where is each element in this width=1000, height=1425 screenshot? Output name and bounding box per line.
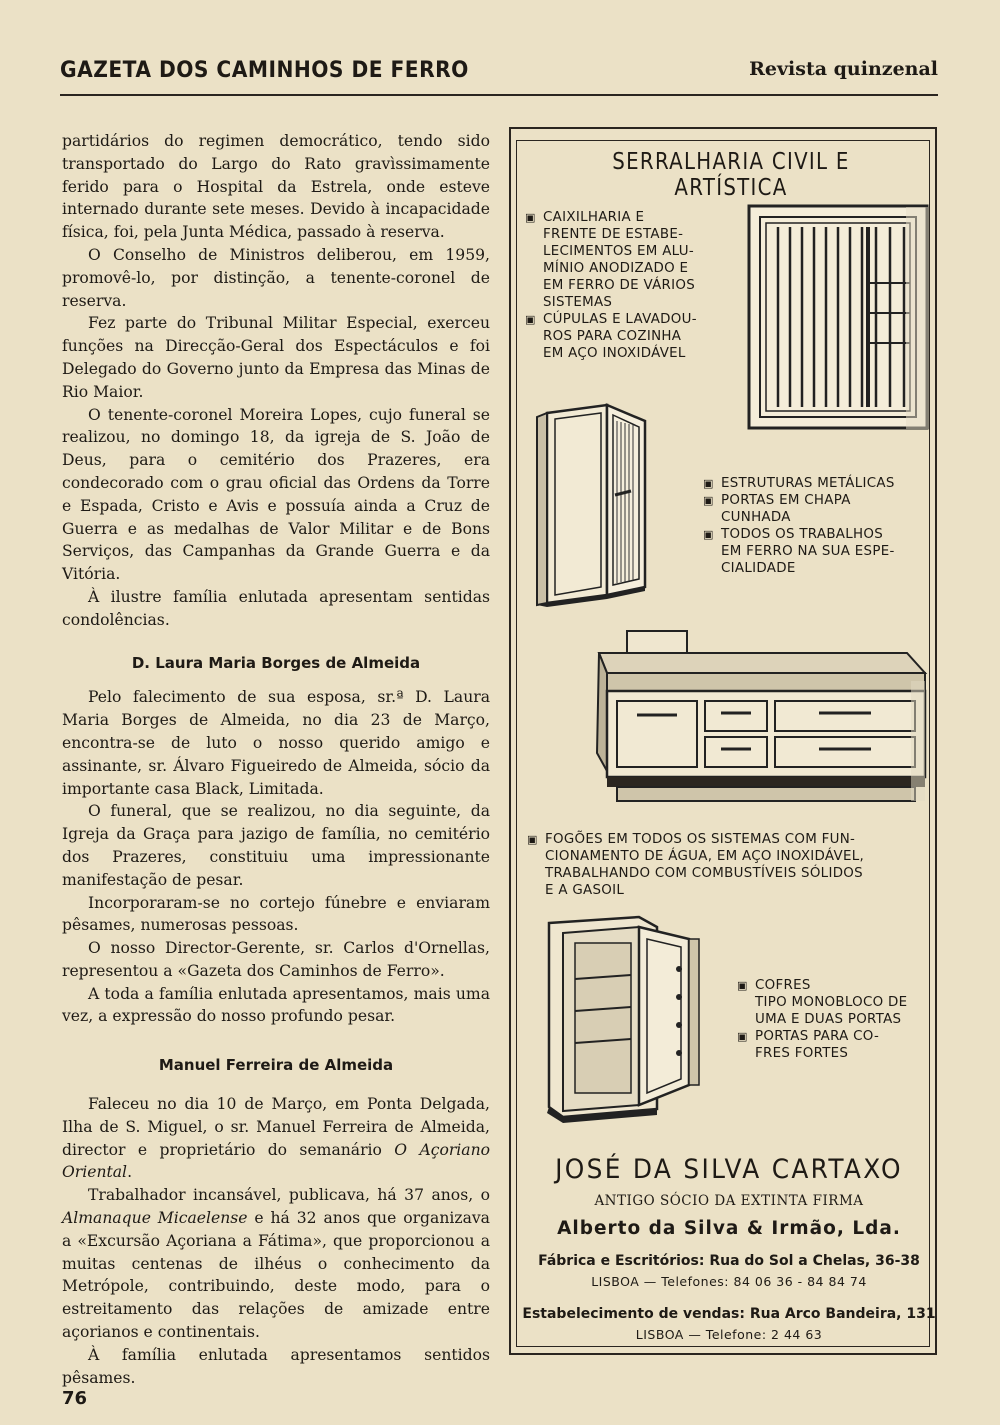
obituary-heading: D. Laura Maria Borges de Almeida — [131, 653, 421, 672]
article-paragraph: O tenente-coronel Moreira Lopes, cujo funeral se realizou, no domingo 18, da igreja de S. João de Deus, para o cemitério dos Prazeres, era condecorado com o grau oficial das Ordens da Torre e Espada, Cristo e Avis e possuía ainda a Cruz de Guerra e as medalhas de Valor Militar e de Bons Serviços, das Campanhas da Grande Guerra e da Vitória. — [62, 405, 490, 584]
ad-service-list — [525, 209, 740, 362]
ad-service-list — [527, 831, 937, 899]
ad-service-item: ▣ FOGÕES EM TODOS OS SISTEMAS COM FUN- CIONAMENTO DE ÁGUA, EM AÇO INOXIDÁVEL, TRABALHANDO COM COMBUSTÍVEIS SÓLIDOS E A GASOIL — [527, 831, 937, 899]
obituary-paragraph: O funeral, que se realizou, no dia seguinte, da Igreja da Graça para jazigo de família, no cemitério dos Prazeres, constituiu uma impressionante manifestação de pesar. — [62, 802, 490, 889]
obituary-paragraph: Incorporaram-se no cortejo fúnebre e enviaram pêsames, numerosas pessoas. — [62, 893, 490, 935]
former-firm-name: Alberto da Silva & Irmão, Lda. — [557, 1218, 901, 1239]
window-frame-illustration — [746, 203, 932, 435]
advertisement-title: SERRALHARIA CIVIL E ARTÍSTICA — [612, 149, 850, 201]
obituary-paragraph: Faleceu no dia 10 de Março, em Ponta Delgada, Ilha de S. Miguel, o sr. Manuel Ferreira de Almeida, director e proprietário do semanário O Açoriano Oriental. — [62, 1095, 491, 1182]
company-former-note: ANTIGO SÓCIO DA EXTINTA FIRMA — [594, 1193, 864, 1209]
obituary-paragraph: O nosso Director-Gerente, sr. Carlos d'Ornellas, representou a «Gazeta dos Caminhos de Ferro». — [62, 939, 490, 980]
factory-phones: LISBOA — Telefones: 84 06 36 - 84 84 74 — [591, 1274, 867, 1289]
stove-illustration — [587, 621, 932, 811]
ad-service-item: ▣ ESTRUTURAS METÁLICAS — [703, 475, 933, 492]
article-paragraph: O Conselho de Ministros deliberou, em 1959, promovê-lo, por distinção, a tenente-coronel de reserva. — [62, 245, 490, 310]
article-paragraph: Fez parte do Tribunal Militar Especial, exerceu funções na Direcção-Geral dos Espectáculos e foi Delegado do Governo junto da Empresa das Minas de Rio Maior. — [62, 314, 490, 401]
newspaper-title: O Açoriano Oriental — [62, 1140, 491, 1182]
ad-service-item: ▣ TODOS OS TRABALHOS EM FERRO NA SUA ESPE- CIALIDADE — [703, 526, 933, 577]
obituary-paragraph: A toda a família enlutada apresentamos, mais uma vez, a expressão do nosso profundo pesar. — [62, 984, 490, 1026]
ad-service-list — [703, 475, 933, 577]
advertisement-frame — [516, 140, 936, 1347]
obituary-paragraph: Trabalhador incansável, publicava, há 37 anos, o Almanaque Micaelense e há 32 anos que organizava a «Excursão Açoriana a Fátima», que proporcionou a muitas centenas de ilhéus o conhecimento da Metrópole, contribuindo, deste modo, para o estreitamento das relações de amizade entre açorianos e continentais. — [62, 1186, 490, 1342]
ad-service-item: ▣ PORTAS PARA CO- FRES FORTES — [737, 1028, 937, 1062]
obituary-paragraph: À família enlutada apresentamos sentidos pêsames. — [62, 1345, 490, 1387]
page-number: 76 — [62, 1388, 88, 1409]
page-header-title: GAZETA DOS CAMINHOS DE FERRO — [60, 58, 469, 83]
shop-address: Estabelecimento de vendas: Rua Arco Bandeira, 131 — [522, 1306, 936, 1322]
company-name: JOSÉ DA SILVA CARTAXO — [555, 1154, 903, 1185]
ad-service-item: ▣ COFRES TIPO MONOBLOCO DE UMA E DUAS PORTAS — [737, 977, 937, 1028]
safe-illustration — [539, 909, 729, 1127]
header-rule — [60, 94, 938, 96]
ad-service-list — [737, 977, 937, 1062]
metal-door-illustration — [527, 399, 672, 609]
obituary-paragraph: Pelo falecimento de sua esposa, sr.ª D. Laura Maria Borges de Almeida, no dia 23 de Março, encontra-se de luto o nosso querido amigo e assinante, sr. Álvaro Figueiredo de Almeida, sócio da importante casa Black, Limitada. — [62, 688, 490, 798]
factory-address: Fábrica e Escritórios: Rua do Sol a Chelas, 36-38 — [538, 1253, 920, 1269]
ad-service-item: ▣ CAIXILHARIA E FRENTE DE ESTABE- LECIMENTOS EM ALU- MÍNIO ANODIZADO E EM FERRO DE VÁRIOS SISTEMAS — [525, 209, 740, 311]
article-paragraph: À ilustre família enlutada apresentam sentidas condolências. — [62, 587, 490, 629]
obituary-heading: Manuel Ferreira de Almeida — [158, 1056, 394, 1075]
shop-phone: LISBOA — Telefone: 2 44 63 — [635, 1327, 823, 1342]
ad-service-item: ▣ CÚPULAS E LAVADOU- ROS PARA COZINHA EM AÇO INOXIDÁVEL — [525, 311, 740, 362]
page-header-subtitle: Revista quinzenal — [749, 58, 938, 80]
article-column — [62, 130, 490, 1389]
almanac-title: Almanaque Micaelense — [62, 1209, 248, 1228]
article-paragraph: partidários do regimen democrático, tendo sido transportado do Largo do Rato gravìssimamente ferido para o Hospital da Estrela, onde esteve internado durante sete meses. Devido à incapacidade física, foi, pela Junta Médica, passado à reserva. — [62, 132, 490, 242]
ad-service-item: ▣ PORTAS EM CHAPA CUNHADA — [703, 492, 933, 526]
advertisement — [509, 127, 937, 1355]
